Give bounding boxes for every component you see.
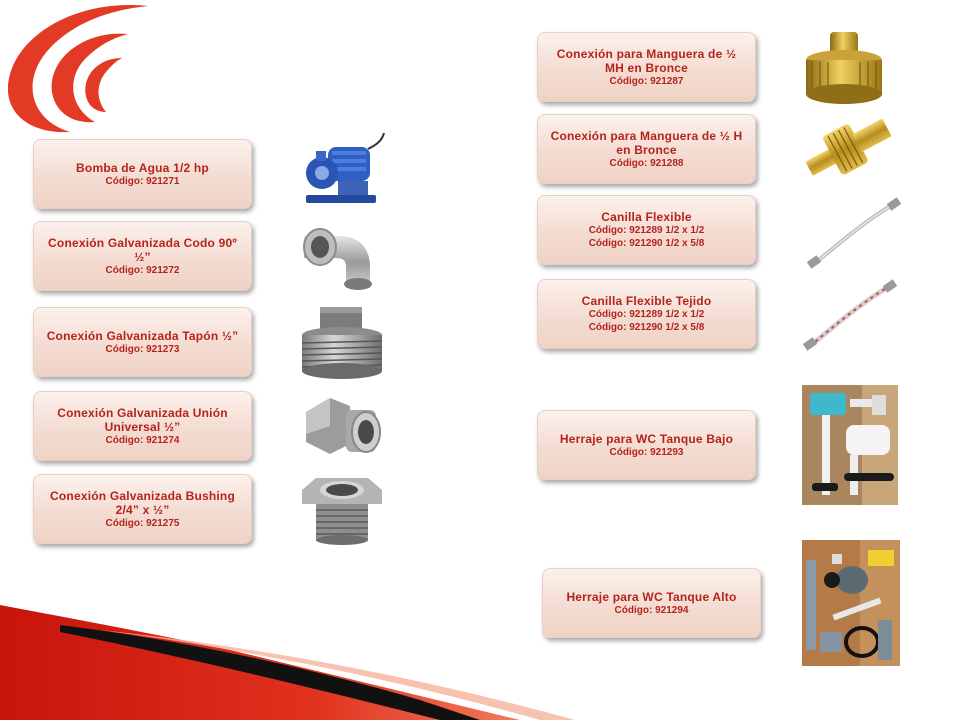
product-code: Código: 921273 — [105, 343, 180, 355]
product-code: Código: 921275 — [105, 517, 180, 529]
product-code: Código: 921289 1/2 x 1/2 — [588, 225, 705, 236]
product-card-canilla-tejido — [537, 279, 756, 349]
product-card-wc-alto — [542, 568, 761, 638]
product-card-tapon — [33, 307, 252, 377]
brass-hose-connector-icon — [800, 112, 896, 184]
product-card-manguera-h — [537, 114, 756, 184]
product-code: Código: 921274 — [105, 434, 180, 446]
product-title: Conexión para Manguera de ½ MH en Bronce — [556, 46, 737, 75]
brass-hose-connector-icon — [798, 30, 890, 110]
product-code: Código: 921290 1/2 x 5/8 — [588, 238, 705, 249]
water-pump-icon — [298, 133, 388, 215]
braided-hose-icon — [802, 278, 898, 352]
product-card-bomba-agua — [33, 139, 252, 209]
product-title: Bomba de Agua 1/2 hp — [76, 160, 209, 175]
product-title: Canilla Flexible Tejido — [581, 294, 712, 308]
product-card-canilla-flexible — [537, 195, 756, 265]
product-title: Herraje para WC Tanque Bajo — [559, 431, 734, 446]
product-title: Conexión Galvanizada Tapón ½” — [46, 328, 239, 343]
plug-fitting-icon — [300, 305, 384, 381]
product-card-union — [33, 391, 252, 461]
product-code: Código: 921287 — [609, 75, 684, 87]
product-card-bushing — [33, 474, 252, 544]
product-title: Herraje para WC Tanque Alto — [566, 589, 737, 604]
bushing-fitting-icon — [300, 476, 384, 546]
product-code: Código: 921289 1/2 x 1/2 — [588, 309, 705, 320]
product-title: Conexión Galvanizada Codo 90º ½” — [48, 235, 237, 264]
company-logo — [0, 0, 150, 135]
product-code: Código: 921293 — [609, 446, 684, 458]
product-code: Código: 921294 — [614, 604, 689, 616]
product-title: Canilla Flexible — [601, 210, 692, 224]
product-code: Código: 921272 — [105, 264, 180, 276]
wc-low-tank-kit-icon — [802, 385, 898, 505]
wc-high-tank-kit-icon — [802, 540, 900, 666]
product-card-manguera-mh — [537, 32, 756, 102]
product-title: Conexión para Manguera de ½ H en Bronce — [550, 128, 743, 157]
product-code: Código: 921290 1/2 x 5/8 — [588, 322, 705, 333]
product-code: Código: 921288 — [609, 157, 684, 169]
product-title: Conexión Galvanizada Unión Universal ½” — [57, 405, 228, 434]
product-code: Código: 921271 — [105, 175, 180, 187]
product-title: Conexión Galvanizada Bushing 2/4” x ½” — [50, 488, 235, 517]
product-card-codo — [33, 221, 252, 291]
union-fitting-icon — [300, 392, 384, 464]
product-card-wc-bajo — [537, 410, 756, 480]
elbow-fitting-icon — [300, 226, 382, 292]
flexible-hose-icon — [806, 196, 902, 270]
